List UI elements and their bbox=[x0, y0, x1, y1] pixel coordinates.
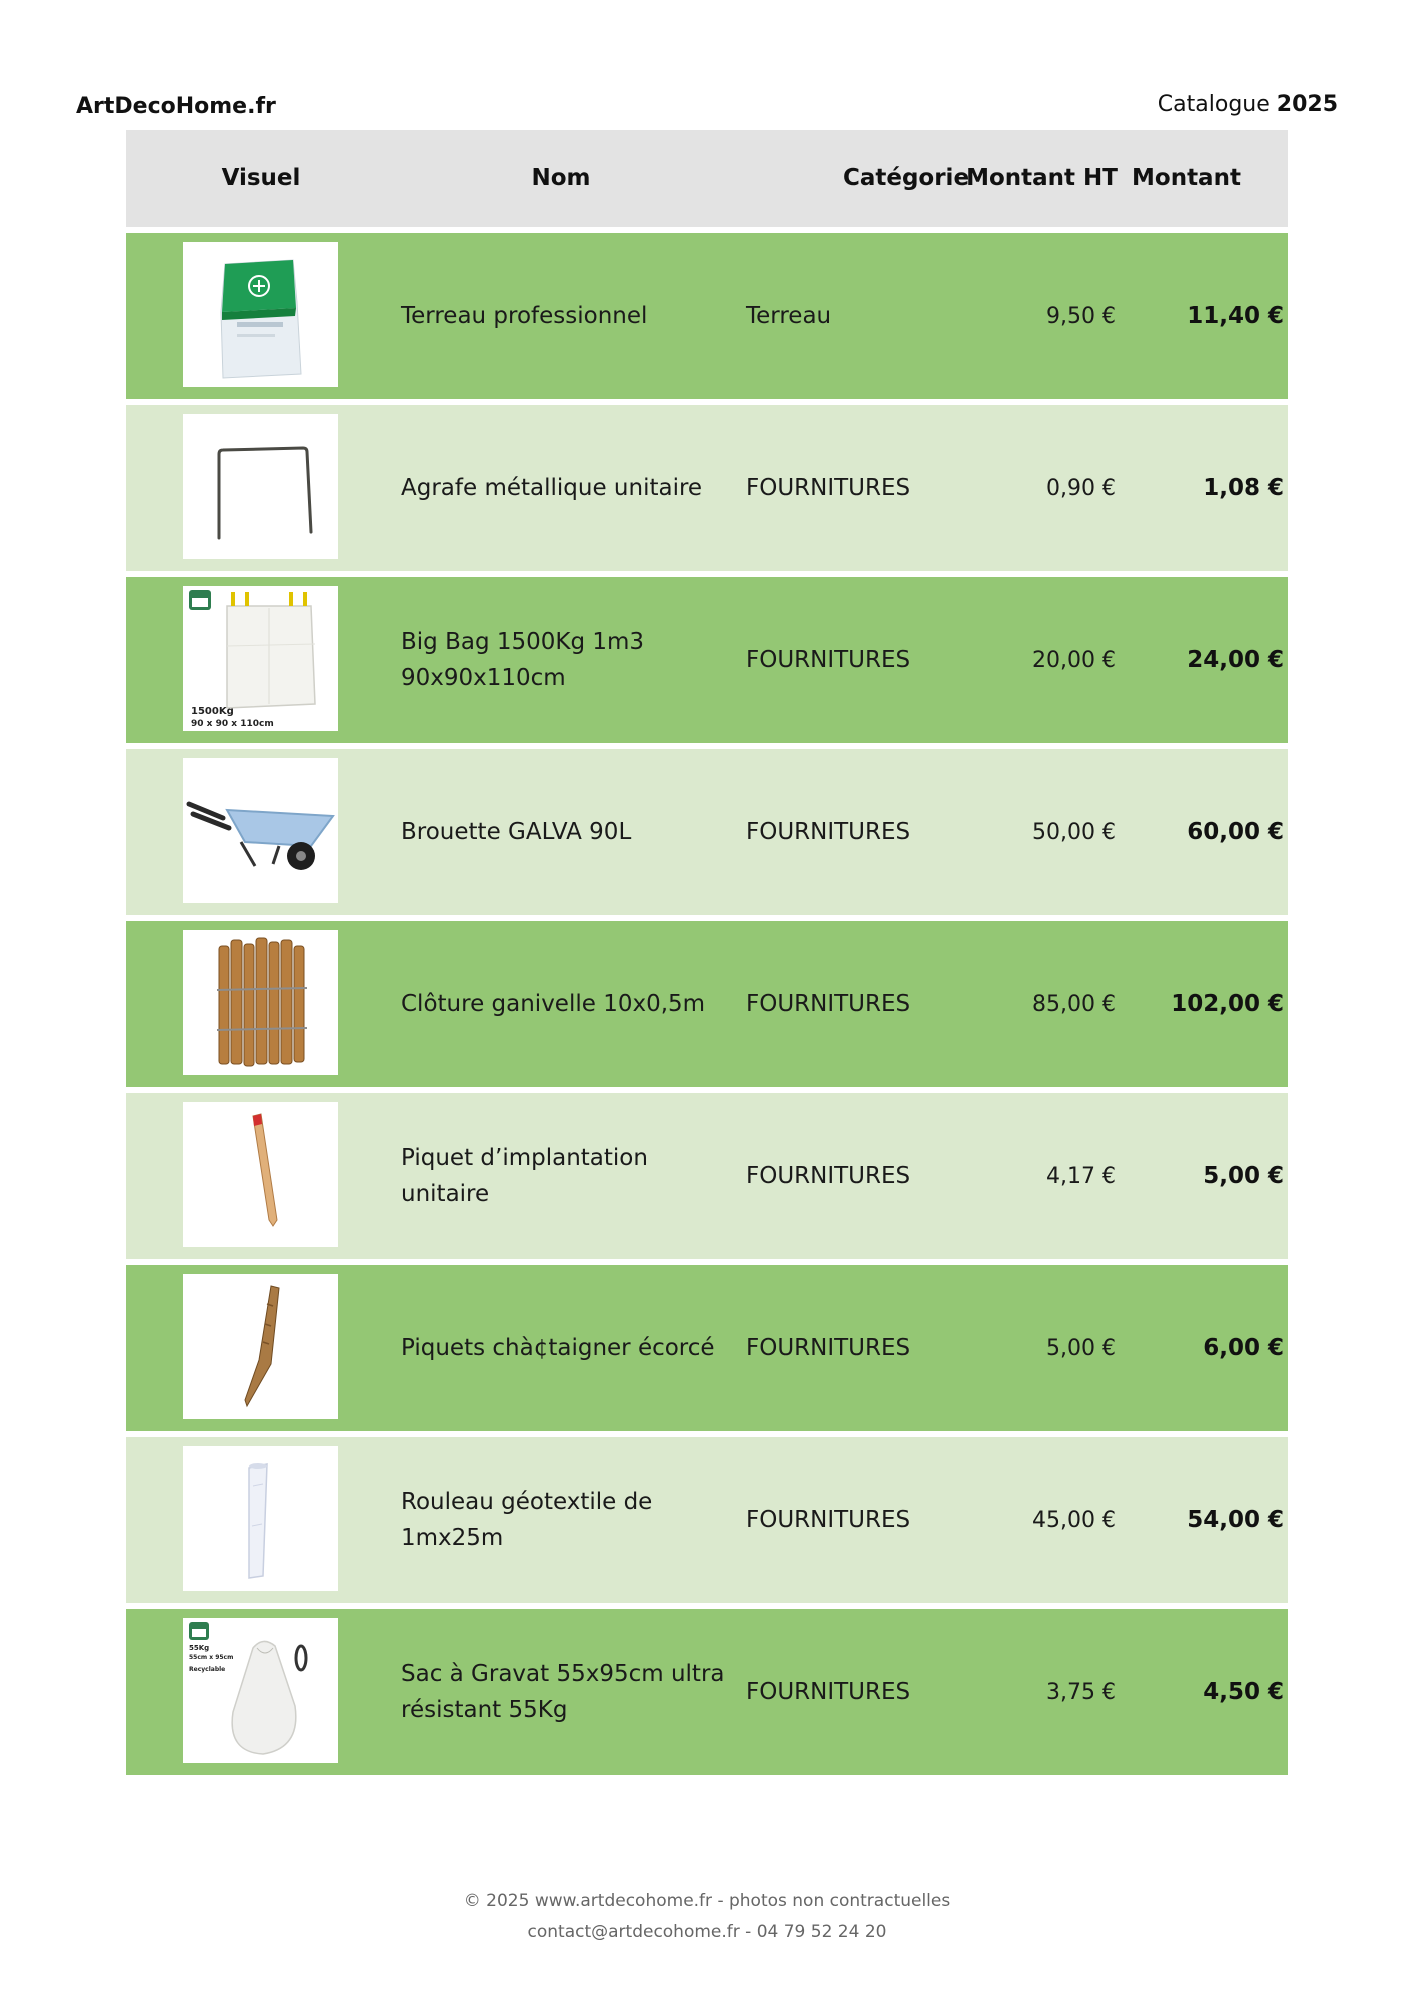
product-category: FOURNITURES bbox=[746, 475, 911, 501]
price-ttc: 5,00 € bbox=[1203, 1163, 1284, 1189]
product-image bbox=[183, 1446, 338, 1591]
product-name: Sac à Gravat 55x95cm ultra résistant 55Kg bbox=[401, 1661, 725, 1723]
product-name: Piquet d’implantation unitaire bbox=[401, 1145, 648, 1207]
product-name: Piquets chà¢taigner écorcé bbox=[401, 1335, 715, 1361]
product-category: FOURNITURES bbox=[746, 1163, 911, 1189]
price-ht: 4,17 € bbox=[1046, 1163, 1116, 1189]
catalogue-word: Catalogue bbox=[1157, 92, 1270, 117]
potting-soil-bag-icon bbox=[183, 242, 338, 387]
product-image bbox=[183, 930, 338, 1075]
price-ttc: 102,00 € bbox=[1171, 991, 1284, 1017]
catalogue-label bbox=[1158, 92, 1338, 117]
product-image bbox=[183, 1618, 338, 1763]
column-header-montant-ttc: Montant bbox=[1132, 165, 1241, 191]
product-name: Brouette GALVA 90L bbox=[401, 819, 632, 845]
footer-contact: contact@artdecohome.fr - 04 79 52 24 20 bbox=[527, 1922, 887, 1942]
page-footer bbox=[0, 1886, 1414, 1948]
product-category: FOURNITURES bbox=[746, 1507, 911, 1533]
product-name: Agrafe métallique unitaire bbox=[401, 475, 703, 501]
geotextile-roll-icon bbox=[183, 1446, 338, 1591]
survey-stake-icon bbox=[183, 1102, 338, 1247]
price-ht: 3,75 € bbox=[1046, 1679, 1116, 1705]
thumb-label-weight: 55Kg bbox=[189, 1644, 210, 1652]
table-header bbox=[126, 130, 1288, 227]
product-image bbox=[183, 758, 338, 903]
page-header bbox=[76, 90, 1338, 130]
product-image bbox=[183, 1274, 338, 1419]
column-header-montant-ht: Montant HT bbox=[966, 165, 1118, 191]
price-ht: 50,00 € bbox=[1032, 819, 1116, 845]
product-category: FOURNITURES bbox=[746, 991, 911, 1017]
thumb-label-recyclable: Recyclable bbox=[189, 1666, 226, 1673]
price-ht: 45,00 € bbox=[1032, 1507, 1116, 1533]
thumb-label-size: 55cm x 95cm bbox=[189, 1654, 234, 1661]
price-ttc: 11,40 € bbox=[1187, 303, 1284, 329]
thumb-label-size: 90 x 90 x 110cm bbox=[191, 719, 274, 729]
product-image bbox=[183, 242, 338, 387]
table-row bbox=[126, 405, 1288, 571]
table-row bbox=[126, 577, 1288, 743]
table-row bbox=[126, 1093, 1288, 1259]
product-image bbox=[183, 1102, 338, 1247]
price-ttc: 4,50 € bbox=[1203, 1679, 1284, 1705]
table-row bbox=[126, 1609, 1288, 1775]
metal-staple-icon bbox=[183, 414, 338, 559]
product-category: FOURNITURES bbox=[746, 1679, 911, 1705]
product-image bbox=[183, 586, 338, 731]
table-row bbox=[126, 1437, 1288, 1603]
column-header-visuel: Visuel bbox=[221, 165, 301, 191]
product-name: Rouleau géotextile de 1mx25m bbox=[401, 1489, 653, 1551]
price-ttc: 24,00 € bbox=[1187, 647, 1284, 673]
product-category: FOURNITURES bbox=[746, 1335, 911, 1361]
big-bag-icon bbox=[183, 586, 338, 731]
brand-name: ArtDecoHome.fr bbox=[76, 94, 276, 119]
price-ht: 85,00 € bbox=[1032, 991, 1116, 1017]
catalogue-year: 2025 bbox=[1276, 92, 1338, 117]
price-ttc: 60,00 € bbox=[1187, 819, 1284, 845]
chestnut-fence-icon bbox=[183, 930, 338, 1075]
product-name: Clôture ganivelle 10x0,5m bbox=[401, 991, 706, 1017]
table-row bbox=[126, 1265, 1288, 1431]
rubble-sack-icon bbox=[183, 1618, 338, 1763]
product-category: FOURNITURES bbox=[746, 647, 911, 673]
product-category: Terreau bbox=[746, 303, 832, 329]
price-ht: 20,00 € bbox=[1032, 647, 1116, 673]
thumb-label-weight: 1500Kg bbox=[191, 706, 234, 717]
product-category: FOURNITURES bbox=[746, 819, 911, 845]
product-image bbox=[183, 414, 338, 559]
price-ht: 5,00 € bbox=[1046, 1335, 1116, 1361]
wheelbarrow-icon bbox=[183, 758, 338, 903]
product-table bbox=[126, 130, 1288, 1775]
price-ttc: 6,00 € bbox=[1203, 1335, 1284, 1361]
price-ht: 9,50 € bbox=[1046, 303, 1116, 329]
product-name: Big Bag 1500Kg 1m3 90x90x110cm bbox=[401, 629, 645, 691]
price-ttc: 54,00 € bbox=[1187, 1507, 1284, 1533]
table-row bbox=[126, 749, 1288, 915]
chestnut-stake-icon bbox=[183, 1274, 338, 1419]
footer-copyright: © 2025 www.artdecohome.fr - photos non contractuelles bbox=[463, 1891, 951, 1911]
price-ttc: 1,08 € bbox=[1203, 475, 1284, 501]
product-name: Terreau professionnel bbox=[401, 303, 648, 329]
table-row bbox=[126, 233, 1288, 399]
column-header-categorie: Catégorie bbox=[842, 165, 970, 191]
column-header-nom: Nom bbox=[531, 165, 591, 191]
price-ht: 0,90 € bbox=[1046, 475, 1116, 501]
table-row bbox=[126, 921, 1288, 1087]
